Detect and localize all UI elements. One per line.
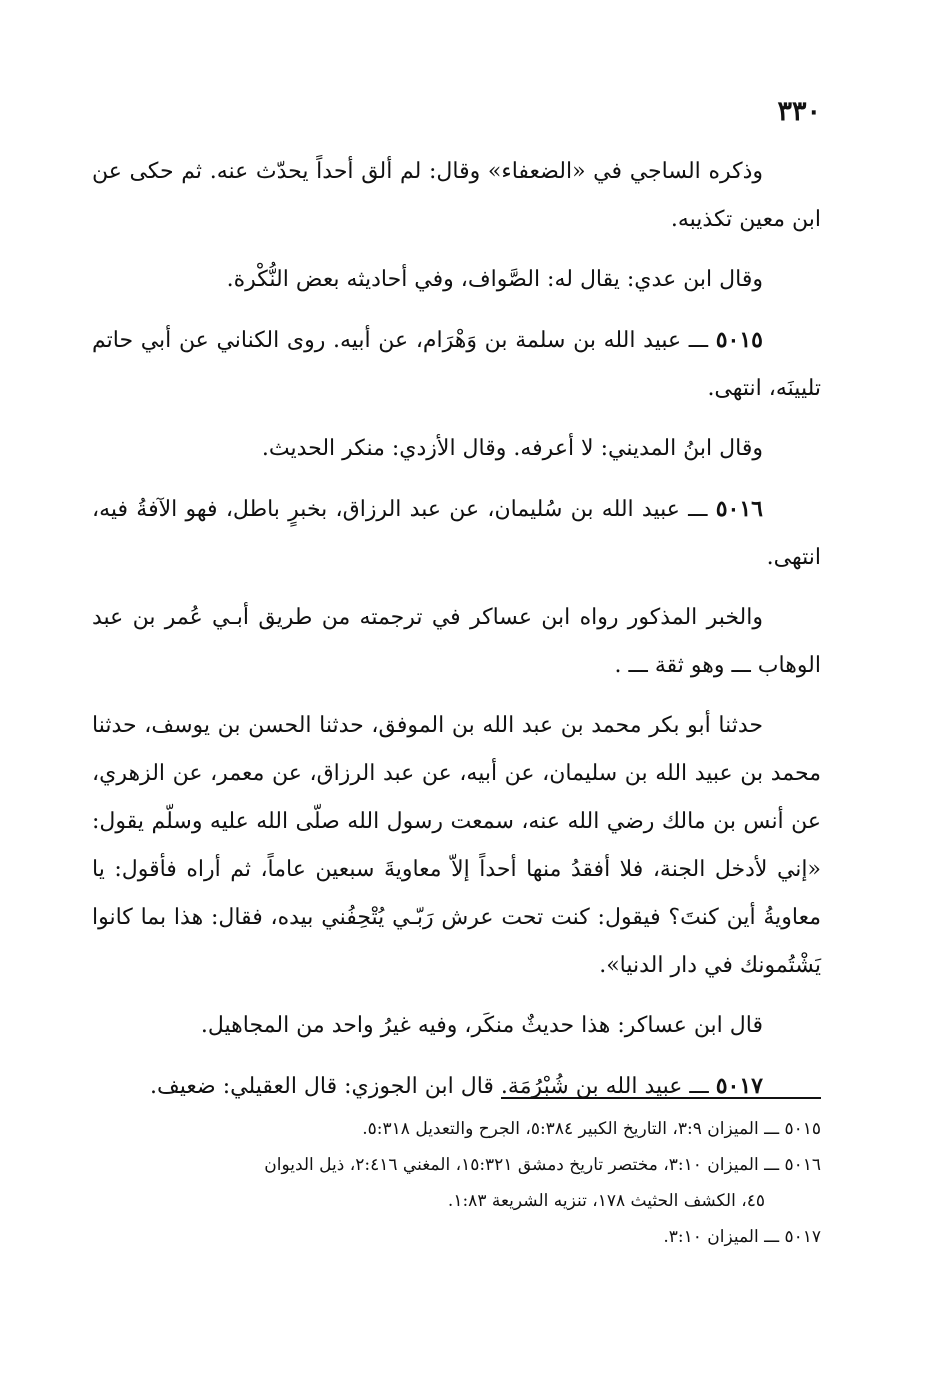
footnote: ٥٠١٧ ـــ الميزان ٣:١٠. xyxy=(663,1227,821,1247)
entry-number: ٥٠١٧ xyxy=(715,1073,763,1099)
paragraph-text: ـــ عبيد الله بن شُبْرُمَة. قال ابن الجوزي: قال العقيلي: ضعيف. xyxy=(150,1074,716,1099)
entry-number: ٥٠١٥ xyxy=(715,327,763,353)
paragraph-text: وقال ابن عدي: يقال له: الصَّواف، وفي أحاديثه بعض النُّكْرة. xyxy=(226,267,763,292)
footnote-continuation: ٤٥، الكشف الحثيث ١٧٨، تنزيه الشريعة ١:٨٣. xyxy=(447,1191,765,1211)
paragraph xyxy=(92,148,821,244)
main-text xyxy=(92,148,821,1123)
footnote: ٥٠١٥ ـــ الميزان ٣:٩، التاريخ الكبير ٥:٣٨٤، الجرح والتعديل ٥:٣١٨. xyxy=(362,1119,821,1139)
paragraph xyxy=(92,256,821,304)
paragraph-text: وذكره الساجي في «الضعفاء» وقال: لم ألق أحداً يحدّث عنه. ثم حكى عن ابن معين تكذيبه. xyxy=(92,159,821,232)
paragraph-text: ـــ عبيد الله بن سُليمان، عن عبد الرزاق، بخبرٍ باطل، فهو الآفةُ فيه، انتهى. xyxy=(92,497,821,570)
footnotes xyxy=(92,1112,821,1256)
paragraph xyxy=(92,702,821,990)
paragraph-text: قال ابن عساكر: هذا حديثٌ منكَر، وفيه غيرُ واحد من المجاهيل. xyxy=(200,1013,763,1038)
paragraph xyxy=(92,594,821,690)
footnote-divider xyxy=(501,1097,821,1099)
paragraph-text: حدثنا أبو بكر محمد بن عبد الله بن الموفق، حدثنا الحسن بن يوسف، حدثنا محمد بن عبيد الله بن سليمان، عن أبيه، عن عبد الرزاق، عن معمر، عن الزهري، عن أنس بن مالك رضي الله عنه، سمعت رسول الله صلّى الله عليه وسلّم يقول: «إني لأدخل الجنة، فلا أفقدُ منها أحداً إلاّ معاويةَ سبعين عاماً، ثم أراه فأقول: يا معاويةُ أين كنتَ؟ فيقول: كنت تحت عرش رَبّـي يُتْحِفُني بيده، فقال: هذا بما كانوا يَشْتُمونك في دار الدنيا». xyxy=(92,713,821,978)
paragraph-text: ـــ عبيد الله بن سلمة بن وَهْرَام، عن أبيه. روى الكناني عن أبي حاتم تليينَه، انتهى. xyxy=(92,328,821,401)
entry-number: ٥٠١٦ xyxy=(715,496,763,522)
footnote: ٥٠١٦ ـــ الميزان ٣:١٠، مختصر تاريخ دمشق ١٥:٣٢١، المغني ٢:٤١٦، ذيل الديوان xyxy=(264,1155,821,1175)
paragraph-text: والخبر المذكور رواه ابن عساكر في ترجمته من طريق أبـي عُمر بن عبد الوهاب ـــ وهو ثقة ـــ . xyxy=(92,605,821,678)
paragraph xyxy=(92,425,821,473)
entry-paragraph xyxy=(92,485,821,582)
entry-paragraph xyxy=(92,316,821,413)
paragraph-text: وقال ابنُ المديني: لا أعرفه. وقال الأزدي: منكر الحديث. xyxy=(261,436,763,461)
paragraph xyxy=(92,1002,821,1050)
page-number: ٣٣٠ xyxy=(777,96,821,127)
entry-paragraph xyxy=(92,1062,821,1111)
